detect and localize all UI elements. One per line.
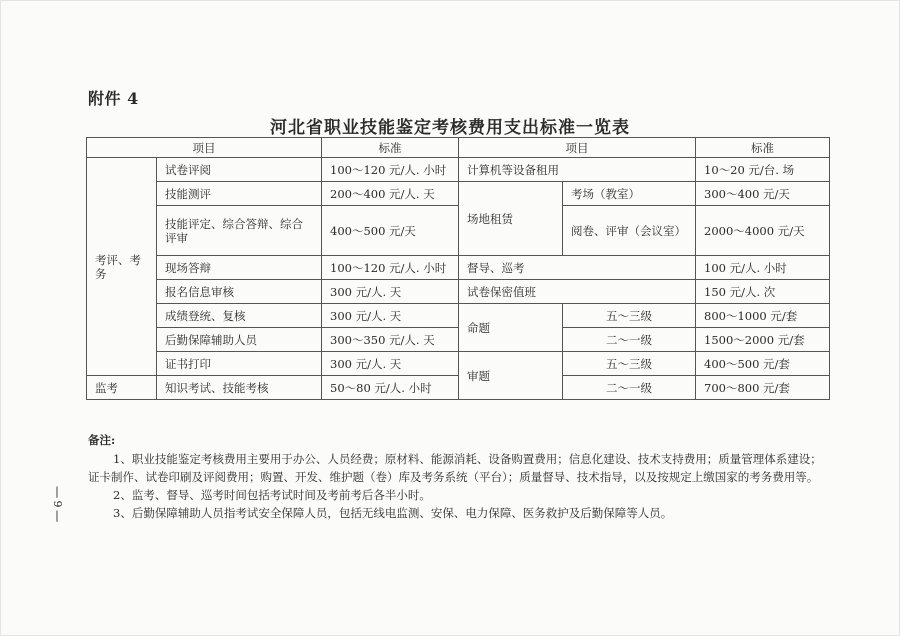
item-cell: 证书打印 (157, 352, 322, 376)
table-row (87, 280, 830, 304)
item-cell: 技能测评 (157, 182, 322, 206)
note-item: 2、监考、督导、巡考时间包括考试时间及考前考后各半小时。 (113, 488, 431, 502)
standard-cell: 150 元/人. 次 (696, 280, 830, 304)
standard-cell: 1500～2000 元/套 (696, 328, 830, 352)
notes-heading: 备注: (88, 433, 116, 447)
item-cell: 命题 (459, 304, 563, 352)
standard-cell: 50～80 元/人. 小时 (322, 376, 459, 400)
item-cell: 技能评定、综合答辩、综合评审 (157, 206, 322, 256)
level-cell: 五～三级 (563, 352, 696, 376)
item-cell: 督导、巡考 (459, 256, 696, 280)
item-cell: 试卷保密值班 (459, 280, 696, 304)
page-number-digit: 9 (51, 500, 64, 508)
header-standard-left: 标准 (322, 138, 459, 158)
table-row (87, 376, 830, 400)
table-row (87, 256, 830, 280)
header-item-left: 项目 (87, 138, 322, 158)
level-cell: 二～一级 (563, 328, 696, 352)
standard-cell: 300 元/人. 天 (322, 352, 459, 376)
standard-cell: 100～120 元/人. 小时 (322, 158, 459, 182)
header-item-right: 项目 (459, 138, 696, 158)
standard-cell: 400～500 元/套 (696, 352, 830, 376)
notes-section (88, 431, 828, 522)
standard-cell: 100 元/人. 小时 (696, 256, 830, 280)
standard-cell: 100～120 元/人. 小时 (322, 256, 459, 280)
item-cell: 场地租赁 (459, 182, 563, 256)
standard-cell: 700～800 元/套 (696, 376, 830, 400)
level-cell: 二～一级 (563, 376, 696, 400)
table-row (87, 182, 830, 206)
table-row (87, 328, 830, 352)
item-cell: 知识考试、技能考核 (157, 376, 322, 400)
standard-cell: 200～400 元/人. 天 (322, 182, 459, 206)
header-standard-right: 标准 (696, 138, 830, 158)
item-cell: 报名信息审核 (157, 280, 322, 304)
subitem-cell: 考场（教室） (563, 182, 696, 206)
standard-cell: 300 元/人. 天 (322, 304, 459, 328)
table-row (87, 206, 830, 256)
standard-cell: 300～350 元/人. 天 (322, 328, 459, 352)
item-cell: 成绩登统、复核 (157, 304, 322, 328)
standard-cell: 400～500 元/天 (322, 206, 459, 256)
group-exam-cell: 考评、考务 (87, 158, 157, 376)
page-number-dash: | (55, 485, 59, 498)
table-row (87, 158, 830, 182)
standard-cell: 300～400 元/天 (696, 182, 830, 206)
document-title: 河北省职业技能鉴定考核费用支出标准一览表 (270, 118, 630, 138)
page-number (50, 486, 64, 522)
table-row (87, 352, 830, 376)
standard-cell: 800～1000 元/套 (696, 304, 830, 328)
group-proctor-cell: 监考 (87, 376, 157, 400)
standard-cell: 10～20 元/台. 场 (696, 158, 830, 182)
note-item: 3、后勤保障辅助人员指考试安全保障人员，包括无线电监测、安保、电力保障、医务救护及后勤保障等人员。 (113, 506, 673, 520)
table-row (87, 304, 830, 328)
subitem-cell: 阅卷、评审（会议室） (563, 206, 696, 256)
item-cell: 审题 (459, 352, 563, 400)
level-cell: 五～三级 (563, 304, 696, 328)
standard-cell: 300 元/人. 天 (322, 280, 459, 304)
standard-cell: 2000～4000 元/天 (696, 206, 830, 256)
page-number-dash: | (55, 509, 59, 522)
item-cell: 试卷评阅 (157, 158, 322, 182)
note-item: 1、职业技能鉴定考核费用主要用于办公、人员经费；原材料、能源消耗、设备购置费用；信息化建设、技术支持费用；质量管理体系建设；证卡制作、试卷印刷及评阅费用；购置、开发、维护题（卷）库及考务系统（平台）；质量督导、技术指导，以及按规定上缴国家的考务费用等。 (88, 452, 822, 484)
item-cell: 后勤保障辅助人员 (157, 328, 322, 352)
item-cell: 计算机等设备租用 (459, 158, 696, 182)
item-cell: 现场答辩 (157, 256, 322, 280)
fee-standard-table (86, 137, 830, 400)
table-header-row (87, 138, 830, 158)
attachment-label: 附件 4 (88, 89, 139, 108)
